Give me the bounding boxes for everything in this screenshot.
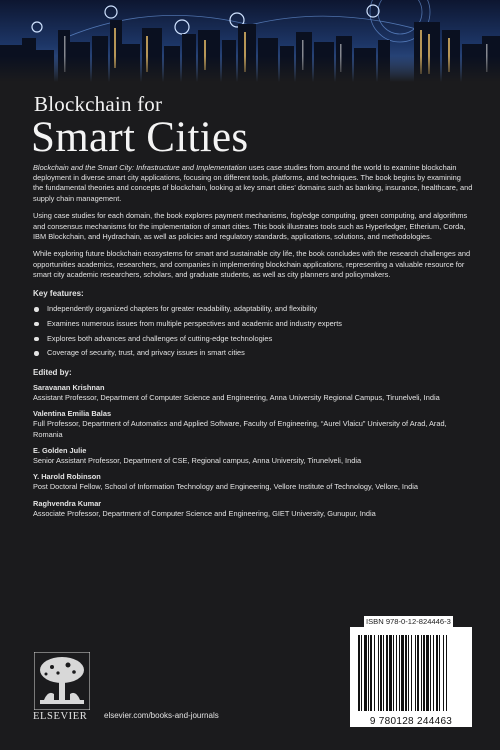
isbn-label: ISBN 978-0-12-824446-3 [366, 617, 451, 626]
publisher-name: ELSEVIER [33, 711, 88, 722]
back-cover-content [33, 163, 473, 525]
editor-entry [33, 409, 473, 440]
editor-name: Raghvendra Kumar [33, 498, 102, 508]
editor-affiliation: Full Professor, Department of Automatics and Applied Software, Faculty of Engineering, “Aurel Vlaicu” University of Arad, Arad, Romania [33, 419, 447, 439]
feature-item: Examines numerous issues from multiple perspectives and academic and industry experts [33, 319, 473, 329]
editor-entry [33, 499, 473, 519]
publisher-url-link[interactable]: elsevier.com/books-and-journals [104, 711, 219, 720]
city-skyline-banner [0, 0, 500, 82]
feature-item: Coverage of security, trust, and privacy issues in smart cities [33, 348, 473, 358]
book-title-line2: Smart Cities [31, 114, 249, 161]
isbn-barcode [350, 627, 472, 727]
editor-affiliation: Associate Professor, Department of Computer Science and Engineering, GIET University, Gunupur, India [33, 508, 376, 518]
editor-affiliation: Senior Assistant Professor, Department of CSE, Regional campus, Anna University, Tirunelveli, India [33, 455, 362, 465]
editor-name: Saravanan Krishnan [33, 382, 105, 392]
book-title-line1: Blockchain for [34, 92, 163, 116]
barcode-number: 9 780128 244463 [369, 716, 453, 727]
description-paragraph-2: Using case studies for each domain, the book explores payment mechanisms, fog/edge computing, green computing, and algorithms and consensus mechanisms for the implementation of smart cities. This book illustrates tools such as Hyperledger, Etherium, Corda, IBM Blockchain, and Hydrachain, as well as policies and regulatory standards, applications, solutions, and methodologies. [33, 211, 468, 241]
book-subtitle-reference: Blockchain and the Smart City: Infrastructure and Implementation [33, 163, 247, 172]
edited-by-heading: Edited by: [33, 367, 72, 377]
description-paragraph-1: Blockchain and the Smart City: Infrastructure and Implementation uses case studies from around the world to examine blockchain deployment in diverse smart city applications, focusing on different tools, platforms, and techniques. The book begins by examining the fundamental theories and concepts of blockchain, looking at key smart cities’ domains such as banking, insurance, healthcare, and supply chain management. [33, 163, 473, 203]
elsevier-tree-logo-icon [34, 652, 90, 710]
editor-name: Y. Harold Robinson [33, 472, 101, 482]
key-features-heading: Key features: [33, 289, 84, 299]
editor-entry [33, 446, 473, 466]
editor-affiliation: Post Doctoral Fellow, School of Information Technology and Engineering, Vellore Institute of Technology, Vellore, India [33, 482, 418, 492]
description-paragraph-3: While exploring future blockchain ecosystems for smart and sustainable city life, the book concludes with the research challenges and opportunities academics, researchers, and companies in implementing blockchain applications, representing a valuable resource for smart city academic researchers, scholars, and graduate students, as well as city planners and policymakers. [33, 249, 471, 279]
editor-entry [33, 472, 473, 492]
editor-entry [33, 383, 473, 403]
feature-item: Independently organized chapters for greater readability, adaptability, and flexibility [33, 304, 473, 314]
feature-item: Explores both advances and challenges of cutting-edge technologies [33, 334, 473, 344]
key-features-list [33, 304, 473, 358]
editor-affiliation: Assistant Professor, Department of Computer Science and Engineering, Anna University Regional Campus, Tirunelveli, India [33, 392, 440, 402]
editor-name: Valentina Emilia Balas [33, 409, 112, 419]
editor-name: E. Golden Julie [33, 445, 87, 455]
